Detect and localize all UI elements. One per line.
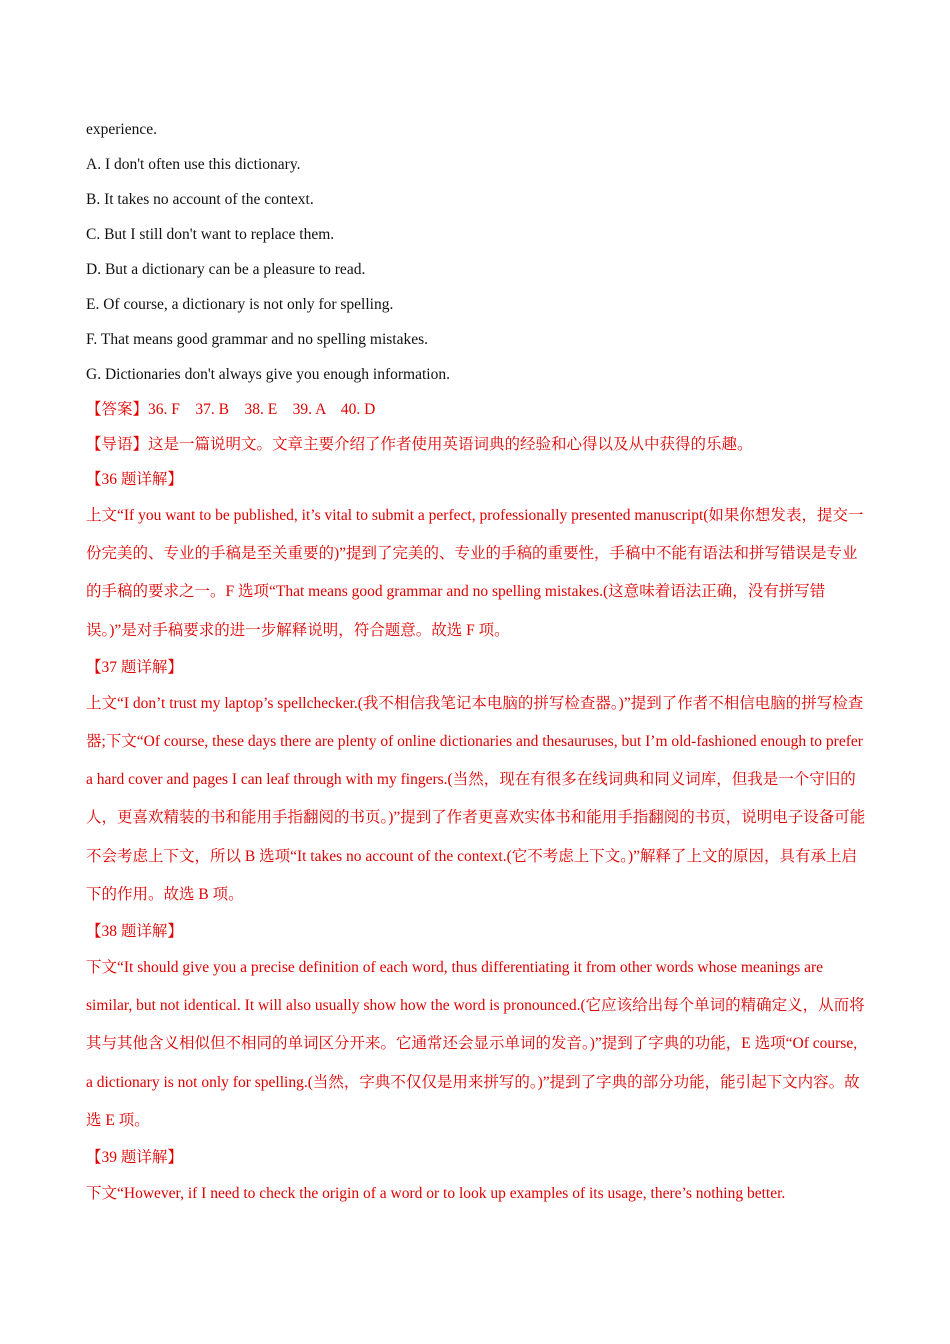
guide-line: 【导语】这是一篇说明文。文章主要介绍了作者使用英语词典的经验和心得以及从中获得的乐趣。 [86,436,753,453]
q37-heading: 【37 题详解】 [86,658,183,676]
option-e: E. Of course, a dictionary is not only for spelling. [86,296,394,313]
options-list [86,147,866,392]
q38-heading: 【38 题详解】 [86,923,183,941]
option-b: B. It takes no account of the context. [86,191,314,208]
option-f: F. That means good grammar and no spelling mistakes. [86,331,428,348]
document-page [86,112,866,1213]
q36-explanation: 上文“If you want to be published, it’s vital to submit a perfect, professionally presented manuscript(如果你想发表，提交一份完美的、专业的手稿是至关重要的)”提到了完美的、专业的手稿的重要性，手稿中不能有语法和拼写错误是专业的手稿的要求之一。F 选项“That means good grammar and no spelling mistakes.(这意味着语法正确，没有拼写错误。)”是对手稿要求的进一步解释说明，符合题意。故选 F 项。 [86,507,864,639]
option-g: G. Dictionaries don't always give you enough information. [86,366,450,383]
option-a: A. I don't often use this dictionary. [86,156,301,173]
q36-heading: 【36 题详解】 [86,471,183,488]
q38-explanation: 下文“It should give you a precise definition of each word, thus differentiating it from other words whose meanings are similar, but not identical. It will also usually show how the word is pronounced.(它应该给出每个单词的精确定义，从而将其与其他含义相似但不相同的单词区分开来。它通常还会显示单词的发音。)”提到了字典的功能，E 选项“Of course, a dictionary is not only for spelling.(当然，字典不仅仅是用来拼写的。)”提到了字典的部分功能，能引起下文内容。故选 E 项。 [86,959,865,1129]
continuation-text: experience. [86,121,157,138]
q39-heading: 【39 题详解】 [86,1149,183,1167]
option-d: D. But a dictionary can be a pleasure to read. [86,261,366,278]
option-c: C. But I still don't want to replace them. [86,226,335,243]
q37-explanation: 上文“I don’t trust my laptop’s spellchecker.(我不相信我笔记本电脑的拼写检查器。)”提到了作者不相信电脑的拼写检查器;下文“Of course, these days there are plenty of online dictionaries and thesauruses, but I’m old-fashioned enough to prefer a hard cover and pages I can leaf through with my fingers.(当然，现在有很多在线词典和同义词库，但我是一个守旧的人，更喜欢精装的书和能用手指翻阅的书页。)”提到了作者更喜欢实体书和能用手指翻阅的书页，说明电子设备可能不会考虑上下文，所以 B 选项“It takes no account of the context.(它不考虑上下文。)”解释了上文的原因，具有承上启下的作用。故选 B 项。 [86,694,866,903]
answer-line: 【答案】36. F 37. B 38. E 39. A 40. D [86,401,376,418]
q39-explanation: 下文“However, if I need to check the origin of a word or to look up examples of its usage, there’s nothing better. [86,1185,786,1203]
